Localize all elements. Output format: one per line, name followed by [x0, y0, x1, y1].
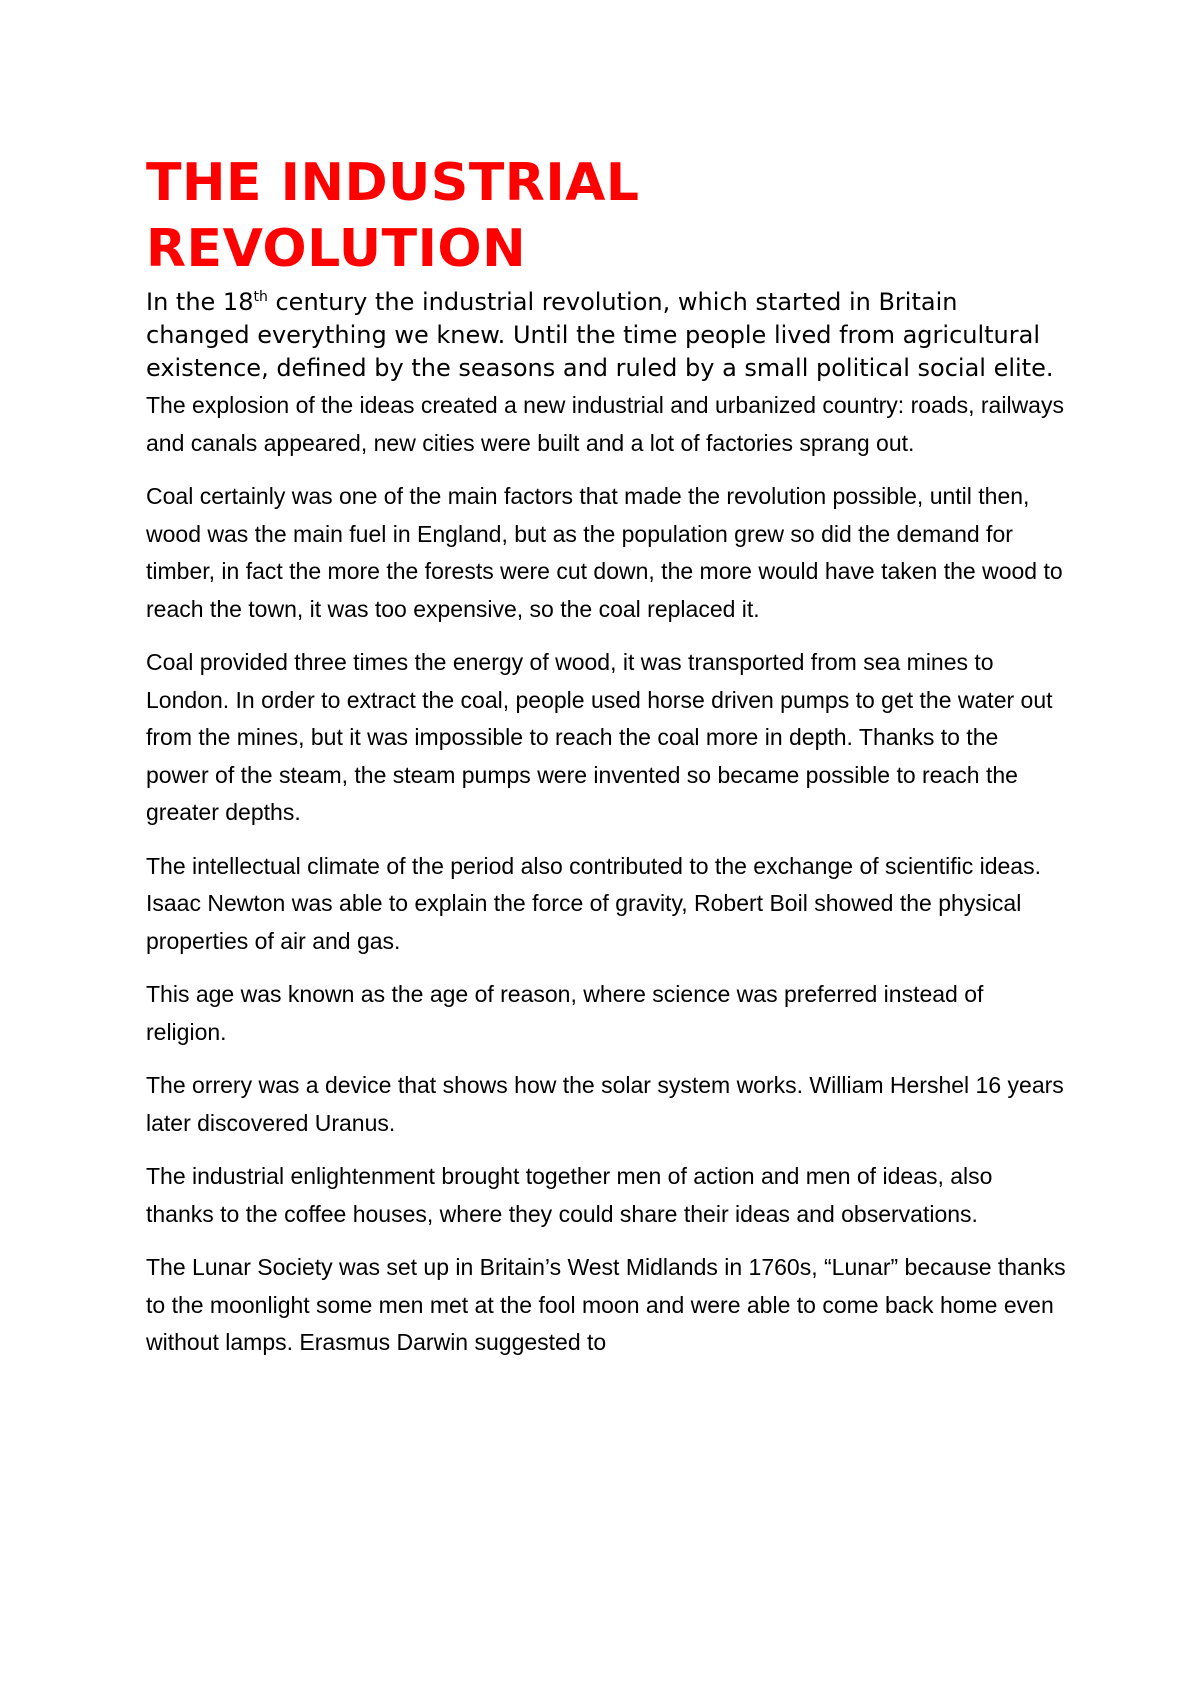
intro-text-rest: century the industrial revolution, which started in Britain changed everything we knew. Until the time people lived from agricultural existence, defined by the seasons and ruled by a small political social elite. [146, 288, 1054, 382]
body-paragraph-6: The orrery was a device that shows how the solar system works. William Hershel 16 years later discovered Uranus. [146, 1072, 1064, 1136]
body-paragraph-8: The Lunar Society was set up in Britain’s West Midlands in 1760s, “Lunar” because thanks to the moonlight some men met at the fool moon and were able to come back home even without lamps. Erasmus Darwin suggested to [146, 1254, 1066, 1355]
document-page [146, 150, 1066, 1378]
body-paragraph-1: The explosion of the ideas created a new industrial and urbanized country: roads, railways and canals appeared, new cities were built and a lot of factories sprang out. [146, 392, 1064, 456]
document-title [146, 150, 1066, 282]
body-paragraph-4: The intellectual climate of the period also contributed to the exchange of scientific ideas. Isaac Newton was able to explain the force of gravity, Robert Boil showed the physical properties of air and gas. [146, 852, 1041, 954]
title-line-1: THE INDUSTRIAL [146, 153, 640, 213]
body-paragraph-2: Coal certainly was one of the main factors that made the revolution possible, until then, wood was the main fuel in England, but as the population grew so did the demand for timber, in fact the more the forests were cut down, the more would have taken the wood to reach the town, it was too expensive, so the coal replaced it. [146, 483, 1063, 622]
body-paragraph-7: The industrial enlightenment brought together men of action and men of ideas, also thanks to the coffee houses, where they could share their ideas and observations. [146, 1163, 993, 1227]
ordinal-superscript: th [253, 289, 268, 305]
intro-text-start: In the 18 [146, 288, 254, 316]
body-paragraph-5: This age was known as the age of reason, where science was preferred instead of religion. [146, 981, 984, 1045]
intro-paragraph [146, 286, 1066, 385]
body-paragraph-3: Coal provided three times the energy of wood, it was transported from sea mines to London. In order to extract the coal, people used horse driven pumps to get the water out from the mines, but it was impossible to reach the coal more in depth. Thanks to the power of the steam, the steam pumps were invented so became possible to reach the greater depths. [146, 649, 1053, 825]
title-line-2: REVOLUTION [146, 219, 527, 279]
